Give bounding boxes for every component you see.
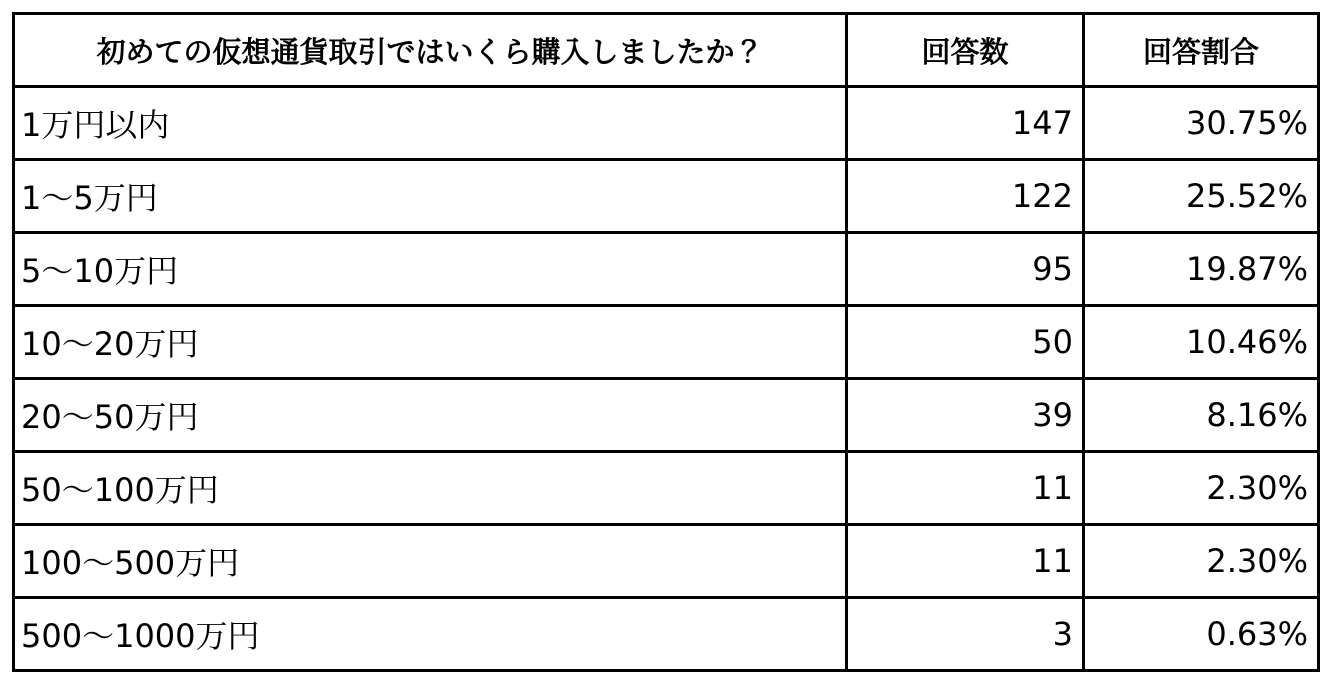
answer-range-cell: 10～20万円 bbox=[14, 306, 847, 379]
percent-cell: 19.87% bbox=[1084, 233, 1319, 306]
percent-cell: 25.52% bbox=[1084, 160, 1319, 233]
percent-cell: 30.75% bbox=[1084, 87, 1319, 160]
table-row bbox=[14, 525, 1319, 598]
answer-range-cell: 5～10万円 bbox=[14, 233, 847, 306]
answer-range-cell: 20～50万円 bbox=[14, 379, 847, 452]
percent-cell: 10.46% bbox=[1084, 306, 1319, 379]
percent-cell: 2.30% bbox=[1084, 525, 1319, 598]
answer-range-cell: 100～500万円 bbox=[14, 525, 847, 598]
table-row bbox=[14, 598, 1319, 671]
table-row bbox=[14, 160, 1319, 233]
question-header-cell: 初めての仮想通貨取引ではいくら購入しましたか？ bbox=[14, 14, 847, 87]
percent-header-cell: 回答割合 bbox=[1084, 14, 1319, 87]
count-cell: 11 bbox=[847, 525, 1084, 598]
count-cell: 122 bbox=[847, 160, 1084, 233]
percent-cell: 0.63% bbox=[1084, 598, 1319, 671]
answer-range-cell: 1万円以内 bbox=[14, 87, 847, 160]
percent-cell: 8.16% bbox=[1084, 379, 1319, 452]
table-row bbox=[14, 87, 1319, 160]
count-cell: 3 bbox=[847, 598, 1084, 671]
table-row bbox=[14, 379, 1319, 452]
table-row bbox=[14, 452, 1319, 525]
count-cell: 39 bbox=[847, 379, 1084, 452]
table-row bbox=[14, 306, 1319, 379]
percent-cell: 2.30% bbox=[1084, 452, 1319, 525]
count-cell: 50 bbox=[847, 306, 1084, 379]
count-cell: 147 bbox=[847, 87, 1084, 160]
count-cell: 95 bbox=[847, 233, 1084, 306]
table-row bbox=[14, 233, 1319, 306]
answer-range-cell: 50～100万円 bbox=[14, 452, 847, 525]
answer-range-cell: 1～5万円 bbox=[14, 160, 847, 233]
survey-results-table bbox=[12, 12, 1320, 672]
table-header-row bbox=[14, 14, 1319, 87]
count-cell: 11 bbox=[847, 452, 1084, 525]
answer-range-cell: 500～1000万円 bbox=[14, 598, 847, 671]
count-header-cell: 回答数 bbox=[847, 14, 1084, 87]
